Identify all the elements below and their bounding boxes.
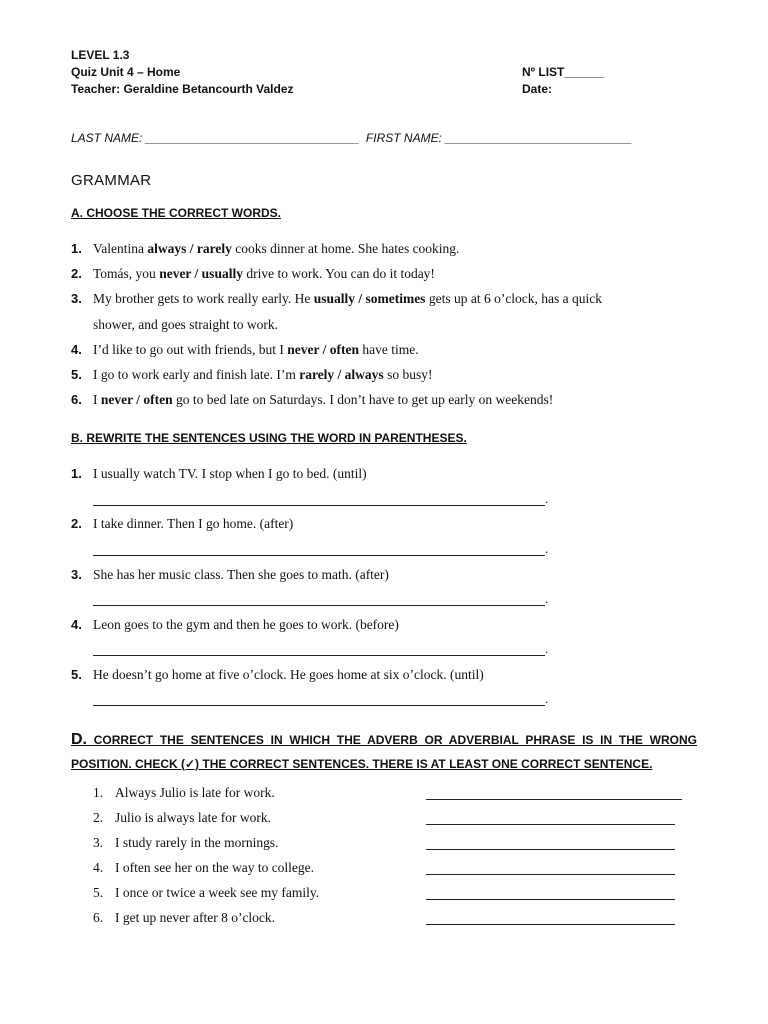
line-period: . xyxy=(545,691,549,706)
answer-line[interactable] xyxy=(93,555,545,556)
question-text: He doesn’t go home at five o’clock. He goes home at six o’clock. (until) xyxy=(93,667,484,682)
teacher-name: Teacher: Geraldine Betancourth Valdez xyxy=(71,82,294,96)
item-text: I often see her on the way to college. xyxy=(115,860,315,875)
line-period: . xyxy=(545,591,549,606)
question-number: 4. xyxy=(71,342,82,357)
item-text: Always Julio is late for work. xyxy=(115,785,275,800)
quiz-page: LEVEL 1.3 Quiz Unit 4 – Home Teacher: Geraldine Betancourth Valdez Nº LIST______ Date: LAST NAME: ________________________________ FIRST NAME: ____________________________ GRAMMAR A. CHOOSE THE CORRECT WORDS. 1. Valentina always / rarely cooks dinner at home. She hates cooking. 2. Tomás, you never / usually drive to work. You can do it today! 3. My brother gets to work really early. He usually / sometimes gets up at 6 o’clock, has a quick shower, and goes straight to work. 4. I’d like to go out with friends, but I never / often have time. 5. I go to work early and finish late. I’m rarely / always so busy! 6. I never / often go to bed late on Saturdays. I don’t have to get up early on weekends! B. REWRITE THE SENTENCES USING THE WORD IN PARENTHESES. 1. I usually watch TV. I stop when I go to bed. (until) . 2. I take dinner. Then I go home. (after) . 3. She has her music class. Then she goes to math. (after) . 4. Leon goes to the gym and then he goes to work. (before) . 5. He doesn’t go home at five o’clock. He goes home at six o’clock. (until) . D. CORRECT THE SENTENCES IN WHICH THE ADVERB OR ADVERBIAL PHRASE IS IN THE WRONG POSITION. CHECK (✓) THE CORRECT SENTENCES. THERE IS AT LEAST ONE CORRECT SENTENCE. 1. Always Julio is late for work. 2. Julio is always late for work. 3. I study rarely in the mornings. 4. I often see her on the way to college. 5. I once or twice a week see my family. 6. I get up never after 8 o’clock. xyxy=(71,48,697,925)
quiz-title: Quiz Unit 4 – Home xyxy=(71,65,181,79)
section-a-title: A. CHOOSE THE CORRECT WORDS. xyxy=(71,206,282,220)
answer-line[interactable] xyxy=(93,705,545,706)
choice-words[interactable]: rarely / always xyxy=(299,367,384,382)
question-number: 1. xyxy=(71,466,82,481)
item-number: 1. xyxy=(93,785,104,800)
answer-line[interactable] xyxy=(93,655,545,656)
item-text: I get up never after 8 o’clock. xyxy=(115,910,276,925)
grammar-heading: GRAMMAR xyxy=(71,172,152,189)
item-number: 5. xyxy=(93,885,104,900)
answer-line[interactable] xyxy=(426,849,675,850)
header-left xyxy=(71,47,294,98)
item-number: 2. xyxy=(93,810,104,825)
line-period: . xyxy=(545,491,549,506)
question-number: 6. xyxy=(71,392,82,407)
question-number: 3. xyxy=(71,567,82,582)
question-text: Leon goes to the gym and then he goes to work. (before) xyxy=(93,617,399,632)
question-number: 4. xyxy=(71,617,82,632)
level-label: LEVEL 1.3 xyxy=(71,48,130,62)
question-number: 2. xyxy=(71,266,82,281)
item-text: I study rarely in the mornings. xyxy=(115,835,279,850)
answer-line[interactable] xyxy=(93,505,545,506)
line-period: . xyxy=(545,541,549,556)
date-field[interactable]: Date: xyxy=(522,82,553,96)
line-period: . xyxy=(545,641,549,656)
question-number: 1. xyxy=(71,241,82,256)
question-number: 5. xyxy=(71,667,82,682)
answer-line[interactable] xyxy=(426,899,675,900)
header-right xyxy=(522,64,604,98)
name-fields[interactable]: LAST NAME: ________________________________ FIRST NAME: ____________________________ xyxy=(71,131,633,145)
section-d-letter: D. xyxy=(71,731,87,748)
question-text: I usually watch TV. I stop when I go to bed. (until) xyxy=(93,466,367,481)
answer-line[interactable] xyxy=(93,605,545,606)
answer-line[interactable] xyxy=(426,824,675,825)
answer-line[interactable] xyxy=(426,874,675,875)
item-number: 4. xyxy=(93,860,104,875)
question-text: She has her music class. Then she goes to math. (after) xyxy=(93,567,389,582)
choice-words[interactable]: always / rarely xyxy=(147,241,232,256)
question-text: I take dinner. Then I go home. (after) xyxy=(93,516,294,531)
choice-words[interactable]: never / often xyxy=(100,392,173,407)
answer-line[interactable] xyxy=(426,799,682,800)
item-text: I once or twice a week see my family. xyxy=(115,885,320,900)
item-number: 6. xyxy=(93,910,104,925)
list-number-field[interactable]: Nº LIST______ xyxy=(522,65,605,79)
question-number: 3. xyxy=(71,291,82,306)
item-text: Julio is always late for work. xyxy=(115,810,271,825)
choice-words[interactable]: never / often xyxy=(287,342,359,357)
item-number: 3. xyxy=(93,835,104,850)
section-b-title: B. REWRITE THE SENTENCES USING THE WORD IN PARENTHESES. xyxy=(71,431,467,445)
section-d-instructions: CORRECT THE SENTENCES IN WHICH THE ADVERB OR ADVERBIAL PHRASE IS IN THE WRONG POSITION. CHECK (✓) THE CORRECT SENTENCES. THERE IS AT LEAST ONE CORRECT SENTENCE. xyxy=(71,733,697,771)
choice-words[interactable]: usually / sometimes xyxy=(313,291,426,306)
section-d-title xyxy=(71,728,697,776)
question-number: 5. xyxy=(71,367,82,382)
question-number: 2. xyxy=(71,516,82,531)
choice-words[interactable]: never / usually xyxy=(159,266,243,281)
answer-line[interactable] xyxy=(426,924,675,925)
